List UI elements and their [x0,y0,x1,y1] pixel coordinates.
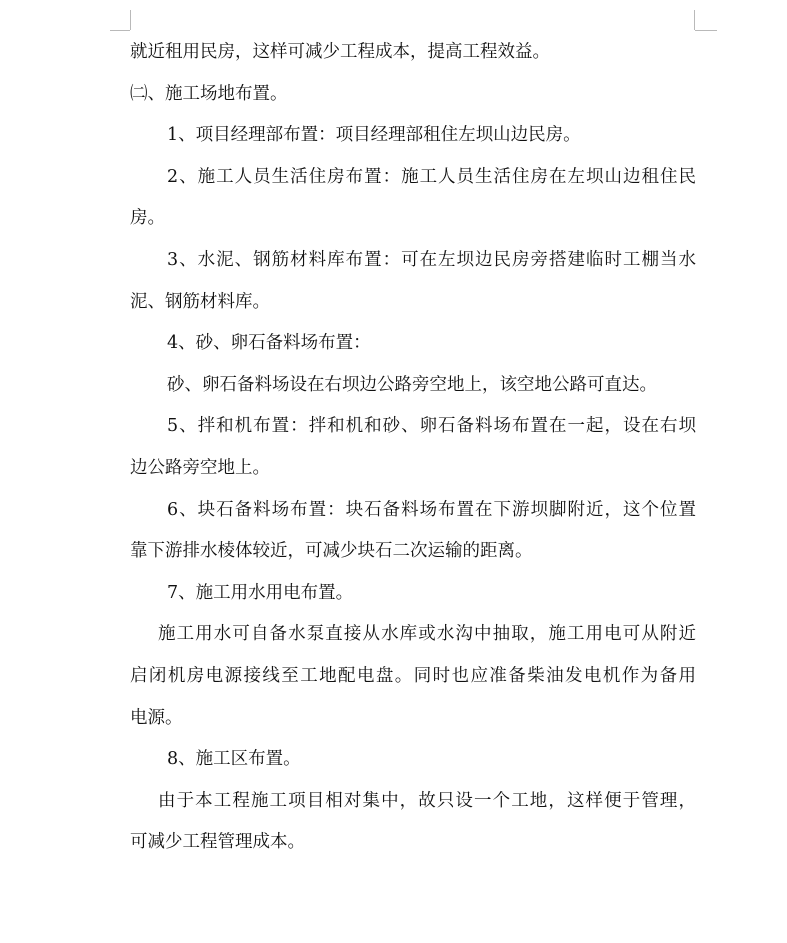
text-line: 5、拌和机布置：拌和机和砂、卵石备料场布置在一起，设在右坝 [167,416,696,437]
section-heading: ㈡、施工场地布置。 [130,83,288,104]
crop-mark-top-left-vertical [130,10,131,30]
text-line: 6、块石备料场布置：块石备料场布置在下游坝脚附近，这个位置 [167,499,696,520]
text-line: 就近租用民房，这样可减少工程成本，提高工程效益。 [130,42,550,62]
text-line: 1、项目经理部布置：项目经理部租住左坝山边民房。 [167,125,581,146]
text-line: 7、施工用水用电布置。 [167,582,354,603]
text-line: 4、砂、卵石备料场布置： [167,333,371,354]
text-line: 泥、钢筋材料库。 [130,291,270,312]
document-body [130,36,696,868]
text-line: 启闭机房电源接线至工地配电盘。同时也应准备柴油发电机作为备用 [130,665,696,686]
text-line: 靠下游排水棱体较近，可减少块石二次运输的距离。 [130,541,533,562]
crop-mark-top-right-horizontal [695,30,717,31]
text-line: 2、施工人员生活住房布置：施工人员生活住房在左坝山边租住民 [167,166,696,187]
text-line: 边公路旁空地上。 [130,457,270,478]
text-line: 电源。 [130,707,183,728]
text-line: 8、施工区布置。 [167,749,301,770]
text-line: 砂、卵石备料场设在右坝边公路旁空地上，该空地公路可直达。 [167,374,657,395]
text-line: 由于本工程施工项目相对集中，故只设一个工地，这样便于管理， [158,790,696,811]
text-line: 3、水泥、钢筋材料库布置：可在左坝边民房旁搭建临时工棚当水 [167,249,696,270]
text-line: 房。 [130,208,165,229]
text-line: 施工用水可自备水泵直接从水库或水沟中抽取，施工用电可从附近 [158,624,696,645]
crop-mark-top-right-vertical [694,10,695,30]
crop-mark-top-left-horizontal [110,30,130,31]
text-line: 可减少工程管理成本。 [130,832,305,853]
